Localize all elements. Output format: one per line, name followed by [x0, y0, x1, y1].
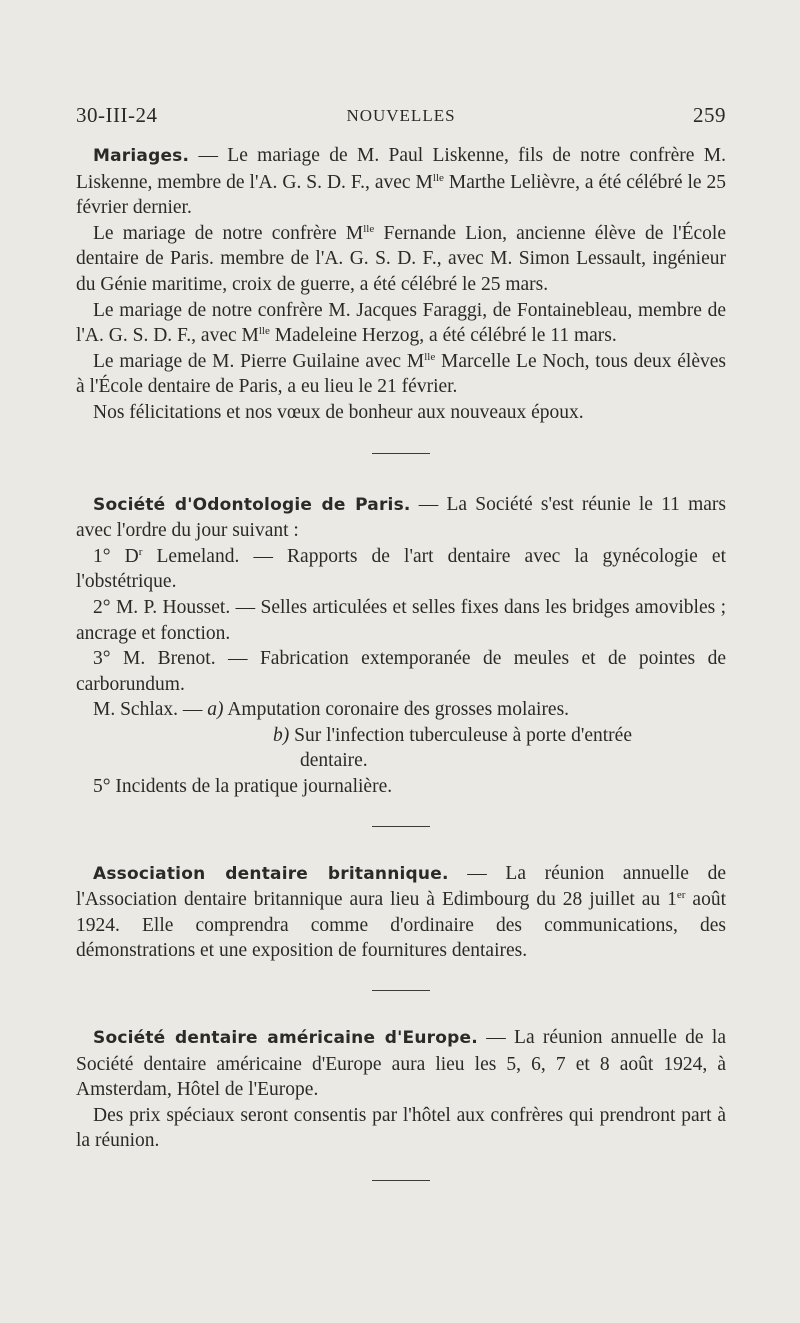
section-association-britannique — [76, 861, 726, 964]
paragraph: Des prix spéciaux seront consentis par l'hôtel aux confrères qui prendront part à la réunion. — [76, 1104, 726, 1152]
section-divider — [372, 826, 430, 827]
section-divider — [372, 990, 430, 991]
section-mariages — [76, 143, 726, 426]
section-heading: Association dentaire britannique. — [93, 863, 449, 884]
section-heading: Mariages. — [93, 146, 190, 166]
paragraph: Le mariage de M. Pierre Guilaine avec $M^{lle}$ Marcelle Le Noch, tous deux élèves à l'École dentaire de Paris, a eu lieu le 21 février. — [76, 350, 726, 398]
agenda-subitem: b) Sur l'infection tuberculeuse à porte d'entrée — [273, 724, 632, 746]
paragraph: Société dentaire américaine d'Europe. — La réunion annuelle de la Société dentaire américaine d'Europe aura lieu les 5, 6, 7 et 8 août 1924, à Amsterdam, Hôtel de l'Europe. — [76, 1027, 726, 1101]
paragraph: Mariages. — Le mariage de M. Paul Liskenne, fils de notre confrère M. Liskenne, membre de l'A. G. S. D. F., avec $M^{lle}$ Marthe Lelièvre, a été célébré le 25 février dernier. — [76, 145, 726, 219]
agenda-item: 2° M. P. Housset. — Selles articulées et selles fixes dans les bridges amovibles ; ancrage et fonction. — [76, 596, 726, 644]
agenda-item: 3° M. Brenot. — Fabrication extemporanée de meules et de pointes de carborundum. — [76, 648, 726, 695]
section-societe-odontologie — [76, 492, 726, 800]
agenda-subitem-continuation: dentaire. — [300, 750, 368, 772]
section-societe-americaine — [76, 1025, 726, 1154]
agenda-item: 1° $D^r$ Lemeland. — Rapports de l'art dentaire avec la gynécologie et l'obstétrique. — [76, 545, 726, 593]
header-section-title: NOUVELLES — [346, 106, 456, 125]
section-heading: Société d'Odontologie de Paris. — [93, 494, 411, 515]
agenda-item: M. Schlax. — a) Amputation coronaire des grosses molaires. — [93, 699, 570, 721]
paragraph: Association dentaire britannique. — La réunion annuelle de l'Association dentaire britannique aura lieu à Edimbourg du 28 juillet au 1er août 1924. Elle comprendra comme d'ordinaire des communications, des démonstrations et une exposition de fournitures dentaires. — [76, 862, 727, 962]
agenda-item: 5° Incidents de la pratique journalière. — [93, 776, 393, 798]
paragraph: Société d'Odontologie de Paris. — La Société s'est réunie le 11 mars avec l'ordre du jour suivant : — [76, 493, 727, 542]
paragraph: Le mariage de notre confrère M. Jacques Faraggi, de Fontainebleau, membre de l'A. G. S. D. F., avec $M^{lle}$ Madeleine Herzog, a été célébré le 11 mars. — [76, 299, 726, 347]
page-number: 259 — [693, 103, 726, 127]
section-divider — [372, 453, 430, 454]
section-heading: Société dentaire américaine d'Europe. — [93, 1028, 478, 1049]
paragraph: Nos félicitations et nos vœux de bonheur aux nouveaux époux. — [93, 401, 584, 423]
header-date: 30-III-24 — [76, 103, 158, 127]
article-body — [76, 143, 726, 1181]
paragraph: Le mariage de notre confrère $M^{lle}$ Fernande Lion, ancienne élève de l'École dentaire de Paris. membre de l'A. G. S. D. F., avec M. Simon Lessault, ingénieur du Génie maritime, croix de guerre, a été célébré le 25 mars. — [76, 222, 727, 295]
section-divider — [372, 1180, 430, 1181]
